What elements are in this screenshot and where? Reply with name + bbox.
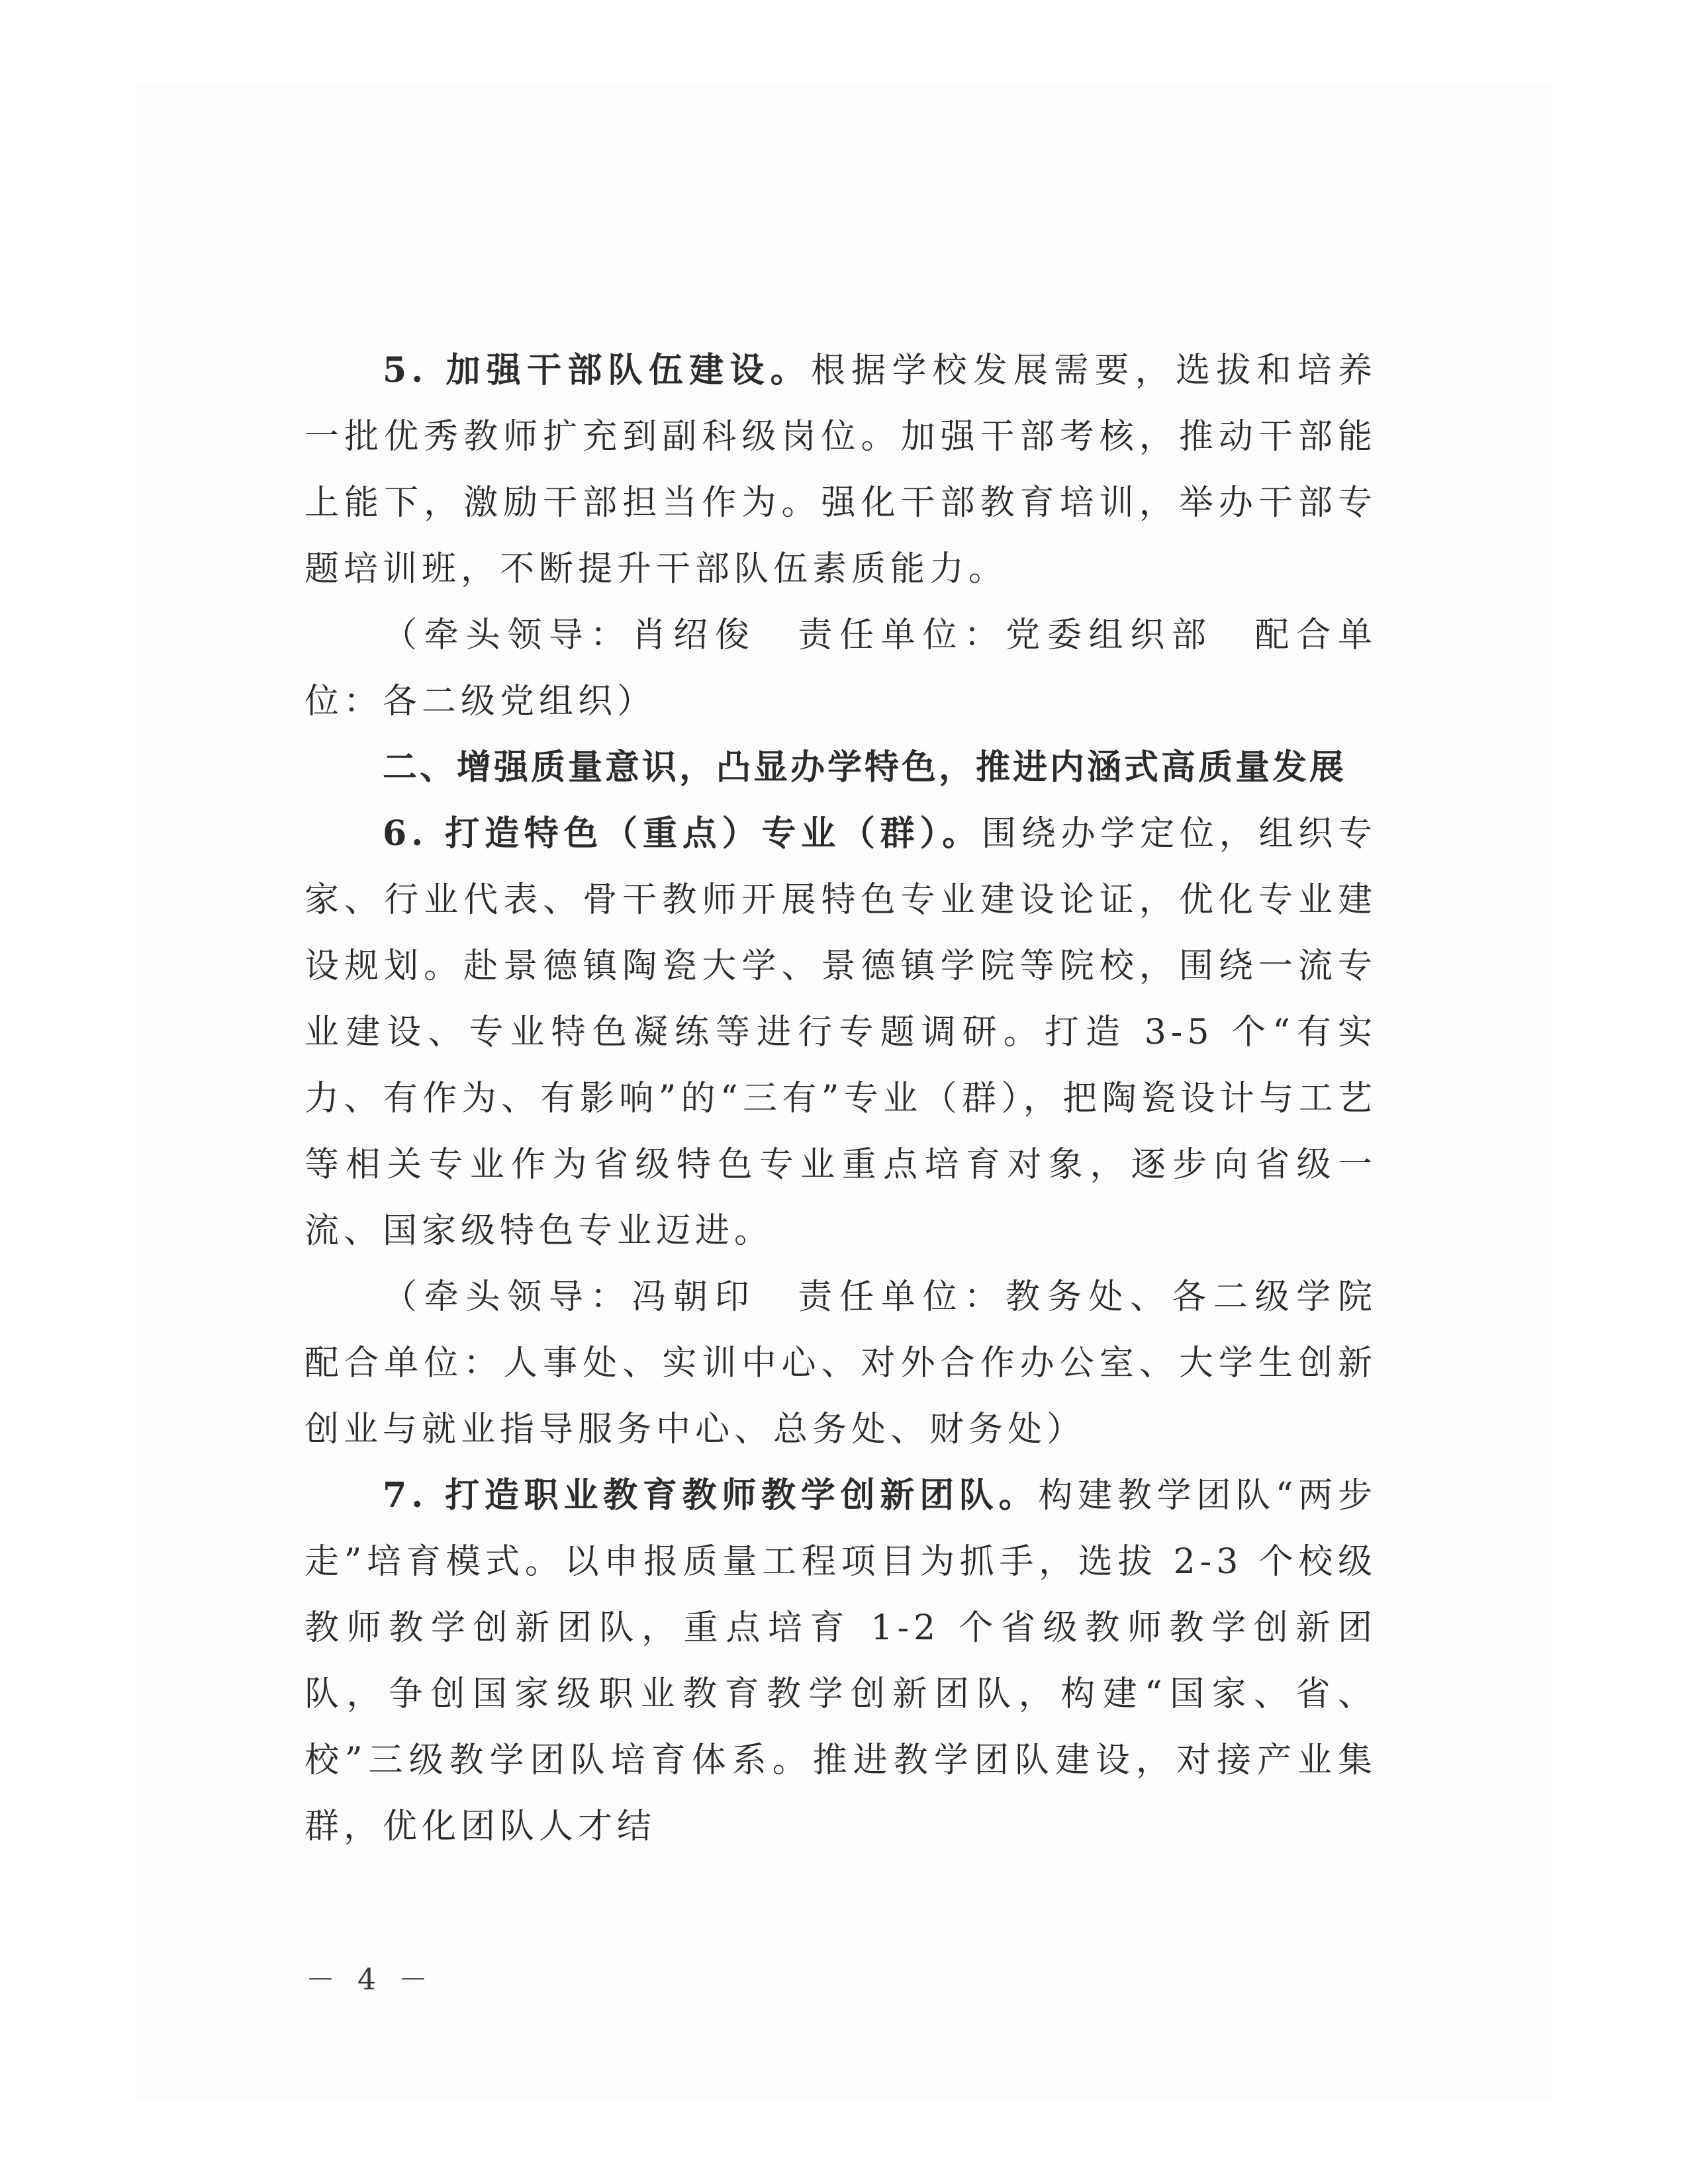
paragraph-item-5 xyxy=(305,338,1377,602)
paragraph-item-5-note xyxy=(305,602,1377,735)
item-7-body: 构建教学团队“两步走”培育模式。以申报质量工程项目为抓手，选拔 2-3 个校级教师教学创新团队，重点培育 1-2 个省级教师教学创新团队，争创国家级职业教育教学创新团队，构建“国家、省、校”三级教学团队培育体系。推进教学团队建设，对接产业集群，优化团队人才结 xyxy=(305,1476,1377,1846)
item-6-body: 围绕办学定位，组织专家、行业代表、骨干教师开展特色专业建设论证，优化专业建设规划。赴景德镇陶瓷大学、景德镇学院等院校，围绕一流专业建设、专业特色凝练等进行专题调研。打造 3-5 个“有实力、有作为、有影响”的“三有”专业（群），把陶瓷设计与工艺等相关专业作为省级特色专业重点培育对象，逐步向省级一流、国家级特色专业迈进。 xyxy=(305,814,1377,1251)
page-number: － 4 － xyxy=(306,1963,434,1997)
item-6-heading: 6. 打造特色（重点）专业（群）。 xyxy=(383,813,982,854)
item-5-note: （牵头领导：肖绍俊 责任单位：党委组织部 配合单位：各二级党组织） xyxy=(305,615,1377,721)
paragraph-item-6-note xyxy=(305,1264,1417,1463)
paragraph-item-6 xyxy=(305,801,1377,1264)
paragraph-item-7 xyxy=(305,1463,1377,1860)
document-body xyxy=(305,338,1417,1860)
section-2-title: 二、增强质量意识，凸显办学特色，推进内涵式高质量发展 xyxy=(383,748,1347,788)
item-6-note: （牵头领导：冯朝印 责任单位：教务处、各二级学院 配合单位：人事处、实训中心、对外合作办公室、大学生创新创业与就业指导服务中心、总务处、财务处） xyxy=(305,1277,1417,1449)
item-5-body: 根据学校发展需要，选拔和培养一批优秀教师扩充到副科级岗位。加强干部考核，推动干部能上能下，激励干部担当作为。强化干部教育培训，举办干部专题培训班，不断提升干部队伍素质能力。 xyxy=(305,351,1377,589)
item-7-heading: 7. 打造职业教育教师教学创新团队。 xyxy=(383,1475,1039,1516)
item-5-heading: 5. 加强干部队伍建设。 xyxy=(383,350,811,390)
